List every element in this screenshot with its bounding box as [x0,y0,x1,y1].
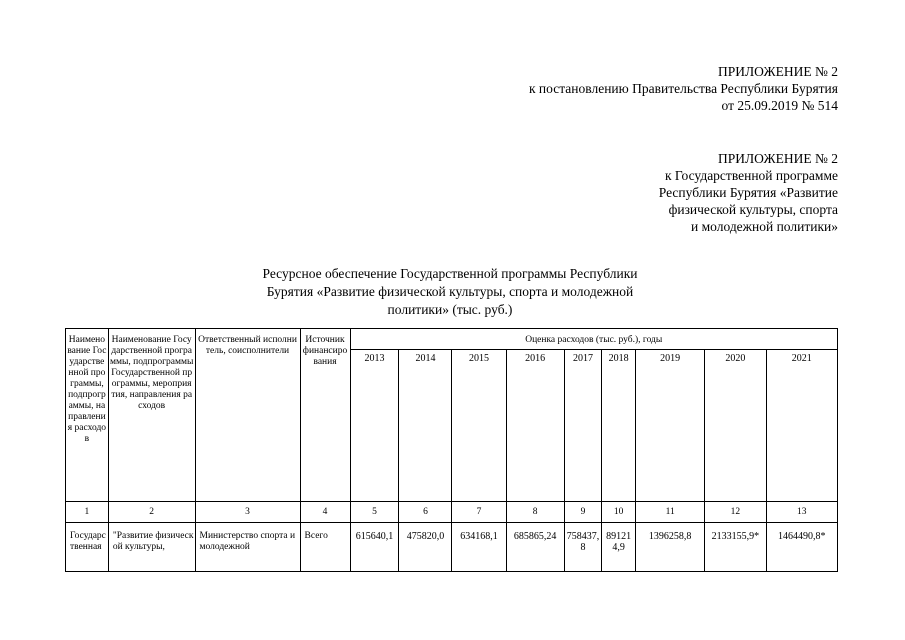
appendix-1-date: от 25.09.2019 № 514 [721,98,838,113]
appendix-1-title: ПРИЛОЖЕНИЕ № 2 [717,64,838,79]
appendix-1-header [529,63,838,114]
appendix-2-header [659,150,838,235]
year-header: 2020 [705,350,766,502]
document-title-line-3: политики» (тыс. руб.) [387,302,513,317]
table-header-row [66,329,838,350]
column-number: 9 [564,502,602,523]
value-cell: 615640,1 [350,523,399,572]
column-number: 2 [108,502,195,523]
document-title-line-2: Бурятия «Развитие физической культуры, спорта и молодежной [266,284,634,299]
column-number-row [66,502,838,523]
appendix-2-line-2: к Государственной программе [664,168,838,183]
column-number: 11 [635,502,704,523]
header-col-1: Наименование Государственной программы, подпрограммы, направления расходов [66,329,109,502]
program-title-cell: "Развитие физической культуры, [108,523,195,572]
value-cell: 1464490,8* [766,523,837,572]
value-cell: 1396258,8 [635,523,704,572]
appendix-2-title: ПРИЛОЖЕНИЕ № 2 [717,151,838,166]
header-col-2: Наименование Государственной программы, подпрограммы Государственной программы, мероприятия, направления расходов [108,329,195,502]
column-number: 6 [399,502,452,523]
year-header: 2015 [452,350,506,502]
executor-cell: Министерство спорта и молодежной [195,523,300,572]
column-number: 10 [602,502,636,523]
value-cell: 758437,8 [564,523,602,572]
header-estimate: Оценка расходов (тыс. руб.), годы [350,329,838,350]
value-cell: 475820,0 [399,523,452,572]
column-number: 1 [66,502,109,523]
appendix-2-line-3: Республики Бурятия «Развитие [658,185,838,200]
table-row [66,523,838,572]
document-title [180,265,720,319]
column-number: 5 [350,502,399,523]
year-header: 2014 [399,350,452,502]
year-header: 2013 [350,350,399,502]
value-cell: 685865,24 [506,523,564,572]
header-col-3: Ответственный исполнитель, соисполнители [195,329,300,502]
source-cell: Всего [300,523,350,572]
column-number: 3 [195,502,300,523]
appendix-2-line-4: физической культуры, спорта [668,202,838,217]
appendix-2-line-5: и молодежной политики» [691,219,838,234]
year-header: 2019 [635,350,704,502]
column-number: 8 [506,502,564,523]
year-header: 2018 [602,350,636,502]
value-cell: 634168,1 [452,523,506,572]
column-number: 13 [766,502,837,523]
appendix-1-subtitle: к постановлению Правительства Республики Бурятия [529,81,838,96]
document-title-line-1: Ресурсное обеспечение Государственной программы Республики [262,266,638,281]
value-cell: 2133155,9* [705,523,766,572]
year-header: 2017 [564,350,602,502]
value-cell: 891214,9 [602,523,636,572]
resource-table [65,328,838,572]
program-name-cell: Государственная [66,523,109,572]
column-number: 12 [705,502,766,523]
column-number: 7 [452,502,506,523]
column-number: 4 [300,502,350,523]
header-col-4: Источник финансирования [300,329,350,502]
year-header: 2021 [766,350,837,502]
year-header: 2016 [506,350,564,502]
